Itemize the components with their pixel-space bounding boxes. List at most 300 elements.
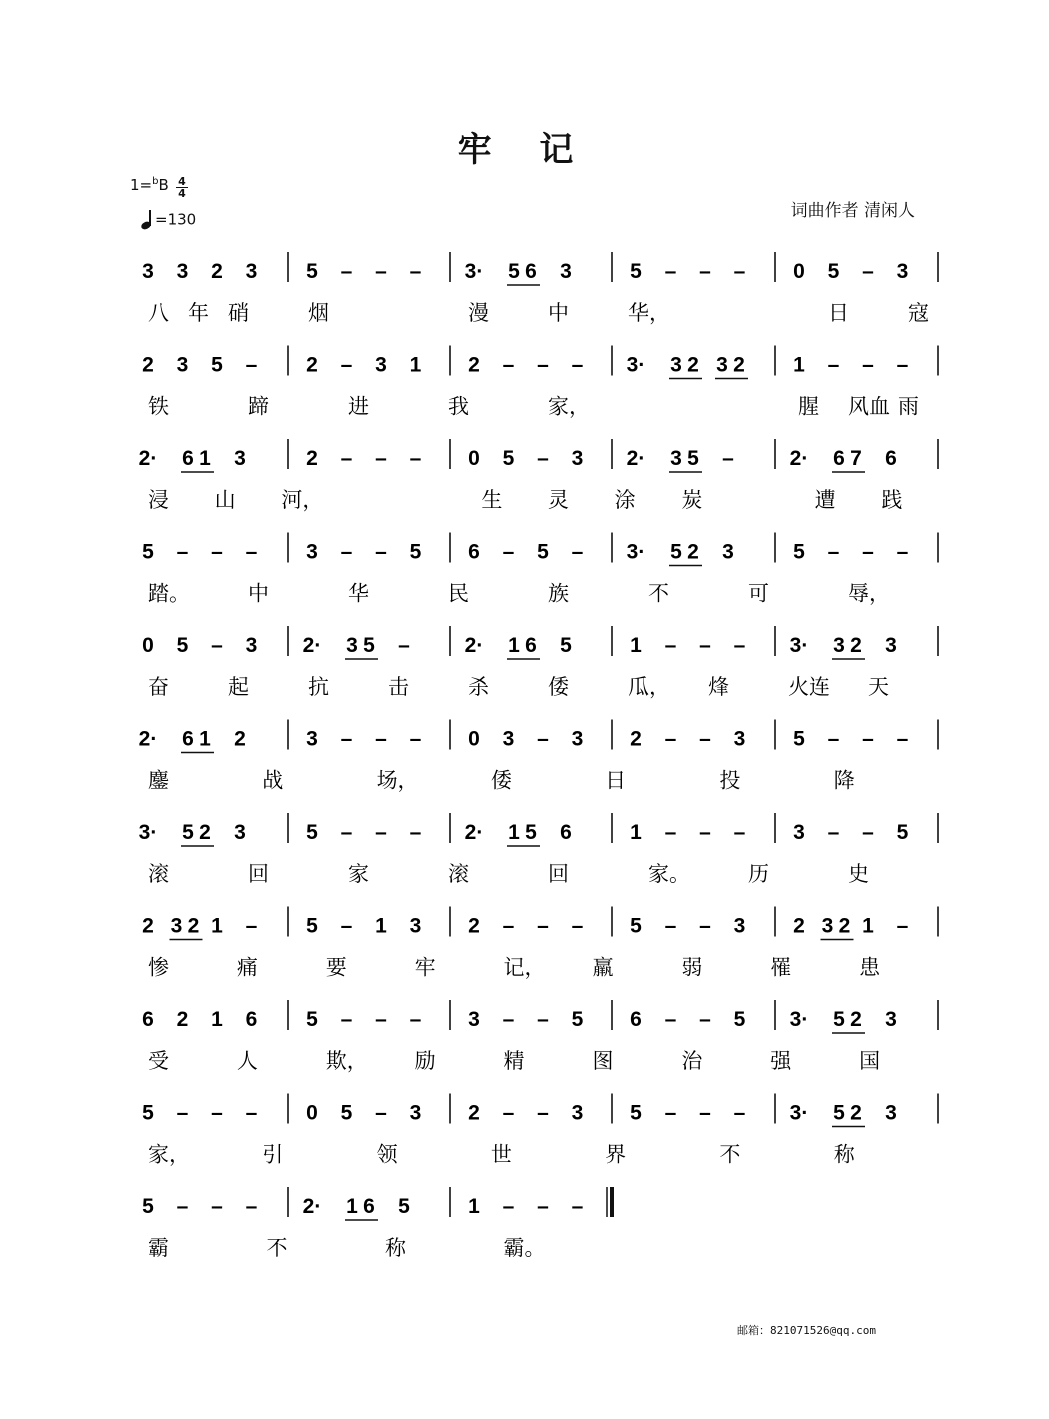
note-digit: 5 <box>306 1008 318 1031</box>
note-digit: 3· <box>626 353 646 377</box>
lyric-syllable: 降 <box>833 768 855 793</box>
note-digit: – <box>537 1008 549 1031</box>
lyric-syllable: 场， <box>376 768 419 793</box>
note-digit: – <box>375 1008 387 1031</box>
note-digit: – <box>537 447 549 470</box>
note-digit: 3 <box>896 260 909 283</box>
lyric-syllable: 痛 <box>236 955 258 980</box>
note-digit: – <box>699 821 711 844</box>
note-digit: – <box>699 260 711 283</box>
note-digit: 5 <box>306 821 318 844</box>
note-digit: 5 <box>306 260 318 283</box>
lyric-syllable: 进 <box>348 394 369 419</box>
note-digit: 3 <box>234 821 246 844</box>
note-digit: 2· <box>464 821 484 844</box>
lyric-syllable: 领 <box>376 1142 398 1167</box>
note-digit: 0 <box>793 260 805 283</box>
note-digit: 1 <box>375 914 387 938</box>
lyric-syllable: 民 <box>448 581 469 606</box>
lyric-syllable: 人 <box>236 1049 258 1073</box>
note-digit: 2· <box>626 447 646 470</box>
note-digit: 3 <box>885 1101 897 1125</box>
lyric-syllable: 精 <box>503 1049 525 1073</box>
note-digit: – <box>176 1101 189 1125</box>
lyric-syllable: 家 <box>348 862 369 886</box>
note-digit: 3 <box>571 1101 584 1125</box>
note-digit: 2 <box>687 353 699 377</box>
lyric-syllable: 日 <box>828 301 849 325</box>
note-digit: 1 <box>199 727 211 751</box>
lyric-syllable: 罹 <box>770 955 792 980</box>
note-digit: – <box>409 1008 422 1031</box>
note-digit: – <box>733 1101 746 1125</box>
note-digit: 3 <box>245 634 258 657</box>
note-digit: – <box>827 821 840 844</box>
note-digit: 1 <box>468 1195 480 1218</box>
note-digit: 5 <box>793 540 805 564</box>
note-digit: 3· <box>789 634 809 657</box>
note-digit: 3 <box>502 727 515 751</box>
note-digit: 3 <box>375 353 387 377</box>
note-digit: 2· <box>302 1195 322 1218</box>
note-digit: 2 <box>306 447 318 470</box>
note-digit: – <box>537 727 549 751</box>
key-prefix: 1= <box>130 176 153 194</box>
note-digit: – <box>409 260 422 283</box>
note-digit: 5 <box>833 1101 845 1125</box>
note-digit: – <box>827 353 840 377</box>
note-digit: 2· <box>138 447 158 470</box>
note-digit: 5 <box>670 540 682 564</box>
lyric-syllable: 抗 <box>308 675 329 699</box>
lyric-syllable: 霸 <box>148 1236 169 1260</box>
note-digit: – <box>733 634 746 657</box>
note-digit: 5 <box>793 727 805 751</box>
note-digit: – <box>664 634 677 657</box>
note-digit: 2 <box>234 727 246 751</box>
note-digit: 2· <box>464 634 484 657</box>
note-digit: 2 <box>468 1101 480 1125</box>
note-digit: 3 <box>571 727 584 751</box>
note-digit: – <box>340 821 353 844</box>
note-digit: – <box>537 914 549 938</box>
composer-credit: 词曲作者 清闲人 <box>790 201 915 221</box>
lyric-syllable: 日 <box>605 768 627 793</box>
lyric-syllable: 记， <box>503 955 546 980</box>
note-digit: 5 <box>142 540 154 564</box>
lyric-syllable: 族 <box>548 581 569 606</box>
note-digit: 6 <box>885 447 897 470</box>
note-digit: 2 <box>733 353 745 377</box>
note-digit: 5 <box>142 1101 154 1125</box>
note-digit: – <box>862 727 874 751</box>
lyric-syllable: 治 <box>681 1049 703 1073</box>
time-signature-bottom: 4 <box>176 187 188 199</box>
lyric-syllable: 华 <box>348 581 369 606</box>
note-digit: 1 <box>508 634 520 657</box>
note-digit: – <box>245 1101 258 1125</box>
note-digit: – <box>375 727 387 751</box>
lyric-syllable: 家。 <box>648 862 690 886</box>
note-digit: 2 <box>306 353 318 377</box>
lyric-syllable: 华， <box>628 301 670 325</box>
note-digit: 3 <box>670 447 682 470</box>
lyric-syllable: 生 <box>481 488 503 512</box>
lyric-syllable: 浸 <box>148 488 169 512</box>
note-digit: 1 <box>346 1195 358 1218</box>
note-digit: – <box>571 914 584 938</box>
note-digit: 3 <box>885 634 897 657</box>
note-digit: – <box>375 821 387 844</box>
note-digit: – <box>571 540 584 564</box>
lyric-syllable: 火连 <box>788 675 830 699</box>
note-digit: – <box>699 634 711 657</box>
lyric-syllable: 烽 <box>708 675 729 699</box>
note-digit: 5 <box>560 634 572 657</box>
note-digit: 3 <box>722 540 734 564</box>
note-digit: – <box>211 1101 223 1125</box>
note-digit: – <box>571 1195 584 1218</box>
note-digit: – <box>502 353 515 377</box>
note-digit: 6 <box>468 540 480 564</box>
note-digit: – <box>340 1008 353 1031</box>
lyric-syllable: 寇 <box>908 301 929 325</box>
note-digit: 0 <box>142 634 154 657</box>
note-digit: – <box>862 353 874 377</box>
lyric-syllable: 涂 <box>614 488 636 512</box>
note-digit: 0 <box>468 727 480 751</box>
note-digit: 1 <box>211 1008 223 1031</box>
lyric-syllable: 河， <box>281 488 324 512</box>
note-digit: 2 <box>187 914 200 938</box>
note-digit: 5 <box>630 260 642 283</box>
note-digit: 5 <box>306 914 318 938</box>
lyric-syllable: 惨 <box>148 955 169 980</box>
note-digit: – <box>664 1101 677 1125</box>
note-digit: – <box>896 353 909 377</box>
note-digit: 5 <box>630 1101 642 1125</box>
note-digit: 2 <box>199 821 211 844</box>
note-digit: 3 <box>793 821 805 844</box>
note-digit: 2 <box>838 914 851 938</box>
note-digit: 6 <box>833 447 845 470</box>
note-digit: – <box>340 727 353 751</box>
note-digit: – <box>699 727 711 751</box>
lyric-syllable: 要 <box>325 955 347 980</box>
note-digit: – <box>722 447 734 470</box>
note-digit: – <box>537 1195 549 1218</box>
note-digit: – <box>862 821 874 844</box>
note-digit: 5 <box>537 540 549 564</box>
lyric-syllable: 山 <box>214 488 236 512</box>
note-digit: 6 <box>363 1195 375 1218</box>
note-digit: – <box>502 914 515 938</box>
lyric-syllable: 不 <box>648 581 669 606</box>
note-digit: – <box>862 540 874 564</box>
note-digit: 5 <box>176 634 189 657</box>
note-digit: – <box>537 353 549 377</box>
note-digit: – <box>827 540 840 564</box>
note-digit: 3 <box>234 447 246 470</box>
note-digit: 5 <box>508 260 520 283</box>
note-digit: 5 <box>363 634 375 657</box>
note-digit: 5 <box>182 821 194 844</box>
note-digit: 5 <box>687 447 699 470</box>
lyric-syllable: 年 <box>188 301 209 325</box>
note-digit: 2 <box>850 634 862 657</box>
note-digit: 3· <box>464 260 484 283</box>
lyric-syllable: 牢 <box>414 955 436 980</box>
lyric-syllable: 界 <box>605 1142 627 1167</box>
lyric-syllable: 起 <box>228 675 249 699</box>
lyric-syllable: 家， <box>148 1142 190 1167</box>
lyric-syllable: 称 <box>833 1142 855 1167</box>
note-digit: 6 <box>525 634 537 657</box>
lyric-syllable: 不 <box>266 1236 288 1260</box>
lyric-syllable: 弱 <box>681 955 703 980</box>
note-digit: 2 <box>468 353 480 377</box>
note-digit: 2 <box>142 353 154 377</box>
note-digit: 0 <box>306 1101 318 1125</box>
note-digit: – <box>896 727 909 751</box>
note-digit: 3 <box>306 540 318 564</box>
note-digit: – <box>409 447 422 470</box>
note-digit: – <box>664 1008 677 1031</box>
lyric-syllable: 图 <box>592 1049 614 1073</box>
note-digit: – <box>340 260 353 283</box>
note-digit: – <box>340 540 353 564</box>
note-digit: – <box>502 1195 515 1218</box>
note-digit: 3 <box>346 634 358 657</box>
lyric-syllable: 滚 <box>448 862 469 886</box>
note-digit: 2· <box>302 634 322 657</box>
note-digit: – <box>537 1101 549 1125</box>
note-digit: 6 <box>142 1008 154 1031</box>
note-digit: – <box>664 260 677 283</box>
note-digit: 3· <box>626 540 646 564</box>
note-digit: 2 <box>850 1101 862 1125</box>
lyric-syllable: 践 <box>881 488 903 512</box>
note-digit: 3 <box>306 727 318 751</box>
note-digit: 3 <box>733 727 746 751</box>
note-digit: – <box>862 260 874 283</box>
note-digit: – <box>245 540 258 564</box>
lyric-syllable: 杀 <box>468 675 489 699</box>
note-digit: 3 <box>833 634 845 657</box>
lyric-syllable: 中 <box>248 581 269 606</box>
note-digit: 1 <box>199 447 211 470</box>
note-digit: – <box>409 821 422 844</box>
lyric-syllable: 奋 <box>148 675 169 699</box>
lyric-syllable: 腥 <box>798 394 819 419</box>
note-digit: 3 <box>560 260 572 283</box>
note-digit: 3· <box>789 1101 809 1125</box>
lyric-syllable: 强 <box>770 1049 792 1073</box>
lyric-syllable: 患 <box>859 955 881 980</box>
note-digit: 3 <box>670 353 682 377</box>
note-digit: 1 <box>630 634 642 657</box>
lyric-syllable: 投 <box>719 768 741 793</box>
lyric-syllable: 倭 <box>548 675 569 699</box>
lyric-syllable: 蹄 <box>248 394 269 419</box>
note-digit: 2 <box>211 260 223 283</box>
lyric-syllable: 称 <box>385 1236 406 1260</box>
note-digit: 1 <box>630 821 642 844</box>
lyric-syllable: 辱， <box>848 581 890 606</box>
note-digit: – <box>502 540 515 564</box>
note-digit: 3 <box>176 353 189 377</box>
note-digit: 2 <box>850 1008 862 1031</box>
note-digit: 5 <box>525 821 537 844</box>
lyric-syllable: 国 <box>859 1049 881 1073</box>
note-digit: 6 <box>182 727 194 751</box>
note-digit: – <box>398 634 410 657</box>
note-digit: 5 <box>571 1008 584 1031</box>
note-digit: 6 <box>182 447 194 470</box>
tempo-value: =130 <box>155 210 197 229</box>
lyric-syllable: 羸 <box>592 955 614 980</box>
lyric-syllable: 受 <box>148 1049 169 1073</box>
lyric-syllable: 雨 <box>898 394 919 419</box>
note-digit: – <box>896 914 909 938</box>
note-digit: – <box>664 821 677 844</box>
note-digit: 5 <box>409 540 422 564</box>
note-digit: – <box>375 447 387 470</box>
note-digit: 6 <box>630 1008 642 1031</box>
note-digit: 3 <box>409 1101 422 1125</box>
note-digit: 1 <box>793 353 805 377</box>
note-digit: – <box>375 540 387 564</box>
lyric-syllable: 励 <box>414 1049 436 1073</box>
lyric-syllable: 可 <box>748 581 769 606</box>
note-digit: 7 <box>850 447 862 470</box>
note-digit: 1 <box>409 353 422 377</box>
note-digit: 5 <box>211 353 223 377</box>
note-digit: 5 <box>398 1195 410 1218</box>
lyric-syllable: 瓜， <box>628 675 670 699</box>
note-digit: 2 <box>142 914 154 938</box>
lyric-syllable: 战 <box>262 768 284 793</box>
note-digit: – <box>699 1101 711 1125</box>
note-digit: 3 <box>409 914 422 938</box>
note-digit: – <box>375 260 387 283</box>
note-digit: 5 <box>630 914 642 938</box>
lyric-syllable: 烟 <box>308 301 329 325</box>
note-digit: – <box>176 1195 189 1218</box>
note-digit: – <box>827 727 840 751</box>
note-digit: – <box>664 727 677 751</box>
note-digit: 1 <box>508 821 520 844</box>
lyric-syllable: 倭 <box>490 768 512 793</box>
note-digit: – <box>502 1008 515 1031</box>
note-digit: 5 <box>896 821 909 844</box>
note-digit: 3 <box>571 447 584 470</box>
note-digit: – <box>211 634 223 657</box>
lyric-syllable: 八 <box>148 301 169 325</box>
lyric-syllable: 踏。 <box>148 581 190 606</box>
note-digit: 1 <box>211 914 223 938</box>
note-digit: 5 <box>733 1008 746 1031</box>
lyric-syllable: 铁 <box>148 394 169 419</box>
note-digit: 5 <box>827 260 840 283</box>
note-digit: 5 <box>340 1101 353 1125</box>
lyric-syllable: 我 <box>448 394 469 419</box>
lyric-syllable: 回 <box>248 862 269 886</box>
note-digit: 2· <box>138 727 158 751</box>
song-title: 牢 记 <box>457 130 592 170</box>
note-digit: 2 <box>468 914 480 938</box>
note-digit: – <box>340 914 353 938</box>
note-digit: 3· <box>138 821 158 844</box>
lyric-syllable: 滚 <box>148 862 169 886</box>
note-digit: – <box>375 1101 387 1125</box>
note-digit: 3 <box>468 1008 480 1031</box>
note-digit: 5 <box>502 447 515 470</box>
note-digit: 2 <box>687 540 699 564</box>
lyric-syllable: 漫 <box>468 301 489 325</box>
lyric-syllable: 世 <box>490 1142 512 1167</box>
note-digit: 6 <box>245 1008 258 1031</box>
note-digit: 3 <box>245 260 258 283</box>
note-digit: – <box>664 914 677 938</box>
note-digit: – <box>571 353 584 377</box>
note-digit: 3 <box>885 1008 897 1031</box>
note-digit: 3 <box>733 914 746 938</box>
lyric-syllable: 家， <box>548 394 590 419</box>
note-digit: – <box>699 914 711 938</box>
note-digit: – <box>733 260 746 283</box>
note-digit: 2 <box>793 914 805 938</box>
note-digit: 3· <box>789 1008 809 1031</box>
lyric-syllable: 引 <box>262 1142 284 1167</box>
key-letter: B <box>158 176 169 194</box>
time-signature-top: 4 <box>178 175 186 188</box>
note-digit: – <box>409 727 422 751</box>
note-digit: – <box>245 914 258 938</box>
note-digit: 5 <box>142 1195 154 1218</box>
note-digit: – <box>733 821 746 844</box>
note-digit: 0 <box>468 447 480 470</box>
note-digit: – <box>340 447 353 470</box>
lyric-syllable: 历 <box>748 862 769 886</box>
lyric-syllable: 霸。 <box>503 1236 546 1260</box>
note-digit: 3 <box>176 260 189 283</box>
note-digit: 3 <box>170 914 183 938</box>
note-digit: – <box>245 353 258 377</box>
note-digit: – <box>245 1195 258 1218</box>
lyric-syllable: 史 <box>848 862 869 886</box>
note-digit: 2 <box>176 1008 189 1031</box>
lyric-syllable: 炭 <box>681 488 703 512</box>
note-digit: – <box>176 540 189 564</box>
lyric-syllable: 鏖 <box>148 768 169 793</box>
note-digit: 2· <box>789 447 809 470</box>
lyric-syllable: 天 <box>868 675 889 699</box>
lyric-syllable: 灵 <box>548 488 569 512</box>
note-digit: 3 <box>716 353 728 377</box>
note-digit: 2 <box>630 727 642 751</box>
note-digit: 5 <box>833 1008 845 1031</box>
lyric-syllable: 风血 <box>848 394 890 419</box>
lyric-syllable: 中 <box>548 301 569 325</box>
note-digit: 3 <box>142 260 154 283</box>
note-digit: – <box>211 1195 223 1218</box>
note-digit: 1 <box>862 914 874 938</box>
note-digit: – <box>502 1101 515 1125</box>
note-digit: – <box>340 353 353 377</box>
lyric-syllable: 回 <box>548 862 569 886</box>
lyric-syllable: 击 <box>388 675 409 699</box>
